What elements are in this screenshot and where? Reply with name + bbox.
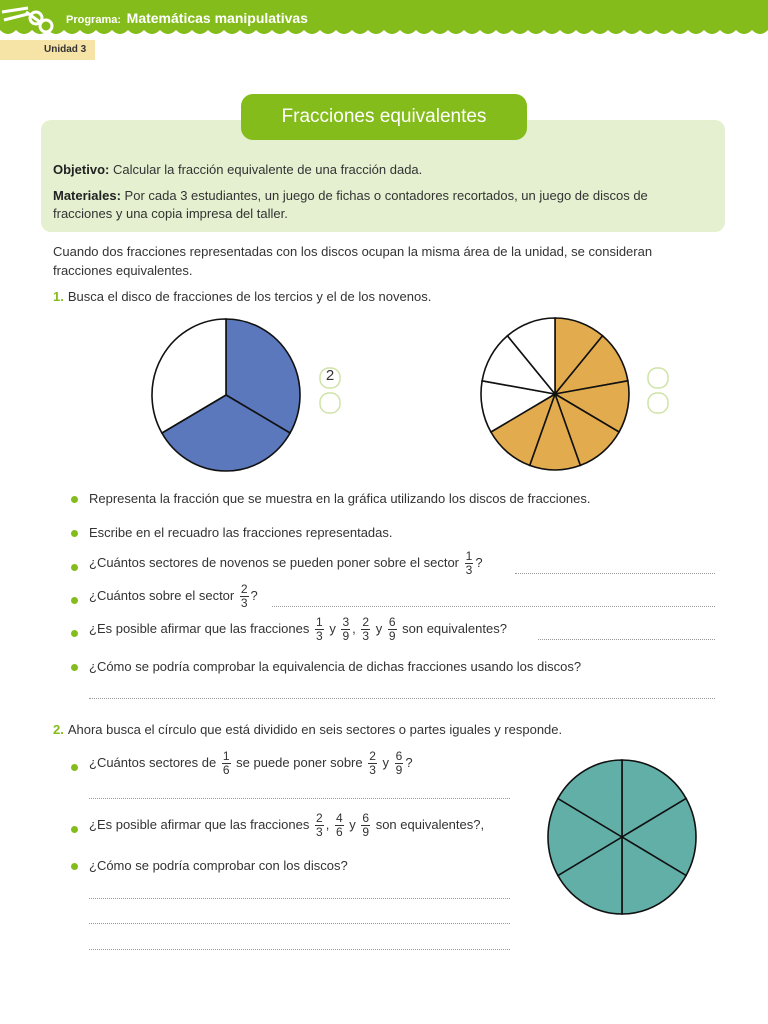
q1-bullet-4-text: ¿Cuántos sobre el sector bbox=[89, 587, 235, 603]
fraction-answer-box-2[interactable] bbox=[646, 366, 670, 416]
q2-bullet-2 bbox=[89, 812, 484, 839]
fraction bbox=[222, 750, 231, 777]
comma: , bbox=[352, 620, 356, 636]
objective-text: Calcular la fracción equivalente de una fracción dada. bbox=[112, 162, 423, 177]
fraction bbox=[315, 812, 324, 839]
ninths-pie bbox=[479, 316, 631, 472]
fraction bbox=[240, 583, 249, 610]
denominator: 9 bbox=[395, 763, 403, 777]
question-1 bbox=[53, 287, 431, 306]
q1-bullet-3-text: ¿Cuántos sectores de novenos se pueden poner sobre el sector bbox=[89, 554, 460, 570]
numerator: 1 bbox=[222, 749, 230, 763]
conjunction: y bbox=[382, 754, 390, 770]
numerator: 2 bbox=[369, 749, 376, 763]
q2-bullet-1-text: ¿Cuántos sectores de bbox=[89, 754, 217, 770]
answer-line[interactable] bbox=[272, 606, 715, 607]
numerator: 6 bbox=[388, 615, 396, 629]
question-2 bbox=[53, 720, 562, 739]
q1-bullet-3 bbox=[89, 550, 483, 577]
objective-label: Objetivo: bbox=[53, 162, 110, 177]
question-1-number: 1. bbox=[53, 289, 64, 304]
materials-line-2: fracciones y una copia impresa del taller. bbox=[53, 206, 288, 221]
denominator: 3 bbox=[316, 825, 323, 839]
q2-bullet-1 bbox=[89, 750, 413, 777]
program-label: Programa: bbox=[66, 14, 122, 26]
bullet-dot bbox=[71, 863, 78, 870]
program-name: Matemáticas manipulativas bbox=[126, 10, 308, 26]
unit-label: Unidad 3 bbox=[44, 44, 87, 55]
bullet-dot bbox=[71, 764, 78, 771]
question-mark: ? bbox=[475, 554, 483, 570]
numerator: 2 bbox=[362, 615, 370, 629]
answer-line[interactable] bbox=[515, 573, 715, 574]
bullet-dot bbox=[71, 496, 78, 503]
numerator: 2 bbox=[316, 811, 323, 825]
bullet-dot bbox=[71, 530, 78, 537]
conjunction: y bbox=[349, 816, 356, 832]
unit-tab bbox=[0, 40, 95, 60]
fraction bbox=[395, 750, 404, 777]
denominator: 6 bbox=[222, 763, 230, 777]
intro-line-1: Cuando dos fracciones representadas con los discos ocupan la misma área de la unidad, se consideran bbox=[53, 244, 653, 259]
fraction bbox=[361, 616, 370, 643]
answer-line[interactable] bbox=[89, 923, 510, 924]
q1-bullet-4 bbox=[89, 583, 258, 610]
header-banner bbox=[0, 0, 768, 40]
denominator: 3 bbox=[465, 563, 473, 577]
numerator: 6 bbox=[395, 749, 403, 763]
bullet-dot bbox=[71, 826, 78, 833]
objective-line bbox=[53, 161, 422, 179]
fraction bbox=[465, 550, 474, 577]
q2-bullet-3: ¿Cómo se podría comprobar con los discos? bbox=[89, 858, 348, 873]
q1-bullet-2: Escribe en el recuadro las fracciones representadas. bbox=[89, 525, 393, 540]
fraction bbox=[341, 616, 350, 643]
fraction-answer-box-1-numerator: 2 bbox=[325, 367, 335, 384]
answer-line[interactable] bbox=[538, 639, 715, 640]
numerator: 2 bbox=[240, 582, 248, 596]
materials-text-1: Por cada 3 estudiantes, un juego de fichas o contadores recortados, un juego de discos de bbox=[124, 188, 648, 203]
question-mark: ? bbox=[405, 754, 413, 770]
q2-bullet-2-end: son equivalentes?, bbox=[375, 816, 485, 832]
denominator: 3 bbox=[362, 629, 370, 643]
program-title bbox=[66, 10, 308, 26]
q1-bullet-6: ¿Cómo se podría comprobar la equivalencia de dichas fracciones usando los discos? bbox=[89, 659, 582, 674]
scissors-icon bbox=[0, 0, 60, 40]
numerator: 6 bbox=[362, 811, 370, 825]
numerator: 3 bbox=[342, 615, 350, 629]
question-mark: ? bbox=[250, 587, 258, 603]
q2-bullet-2-text: ¿Es posible afirmar que las fracciones bbox=[89, 816, 310, 832]
denominator: 3 bbox=[369, 763, 376, 777]
conjunction: y bbox=[375, 620, 383, 636]
question-2-number: 2. bbox=[53, 722, 64, 737]
answer-line[interactable] bbox=[89, 949, 510, 950]
materials-label: Materiales: bbox=[53, 188, 121, 203]
denominator: 9 bbox=[342, 629, 350, 643]
numerator: 1 bbox=[316, 615, 323, 629]
question-1-text: Busca el disco de fracciones de los tercios y el de los novenos. bbox=[67, 289, 432, 304]
q1-bullet-5 bbox=[89, 616, 507, 643]
bullet-dot bbox=[71, 630, 78, 637]
fraction bbox=[368, 750, 377, 777]
q1-bullet-5-end: son equivalentes? bbox=[402, 620, 507, 636]
q2-bullet-1-mid: se puede poner sobre bbox=[236, 754, 363, 770]
question-2-text: Ahora busca el círculo que está dividido en seis sectores o partes iguales y responde. bbox=[67, 722, 563, 737]
fraction bbox=[361, 812, 370, 839]
numerator: 4 bbox=[335, 811, 343, 825]
q1-bullet-1: Representa la fracción que se muestra en la gráfica utilizando los discos de fracciones. bbox=[89, 491, 591, 506]
comma: , bbox=[325, 816, 330, 832]
sixths-pie bbox=[546, 758, 698, 916]
denominator: 9 bbox=[388, 629, 396, 643]
intro-line-2: fracciones equivalentes. bbox=[53, 263, 193, 278]
denominator: 6 bbox=[335, 825, 343, 839]
fraction bbox=[335, 812, 344, 839]
numerator: 1 bbox=[465, 549, 473, 563]
answer-line[interactable] bbox=[89, 798, 510, 799]
denominator: 9 bbox=[362, 825, 370, 839]
q1-bullet-5-text: ¿Es posible afirmar que las fracciones bbox=[89, 620, 310, 636]
bullet-dot bbox=[71, 664, 78, 671]
thirds-pie bbox=[150, 317, 302, 473]
answer-line[interactable] bbox=[89, 698, 715, 699]
bullet-dot bbox=[71, 597, 78, 604]
materials-line-1 bbox=[53, 187, 648, 205]
denominator: 3 bbox=[240, 596, 248, 610]
fraction bbox=[315, 616, 324, 643]
fraction bbox=[388, 616, 397, 643]
answer-line[interactable] bbox=[89, 898, 510, 899]
denominator: 3 bbox=[316, 629, 323, 643]
conjunction: y bbox=[329, 620, 336, 636]
bullet-dot bbox=[71, 564, 78, 571]
page-title: Fracciones equivalentes bbox=[241, 94, 527, 140]
